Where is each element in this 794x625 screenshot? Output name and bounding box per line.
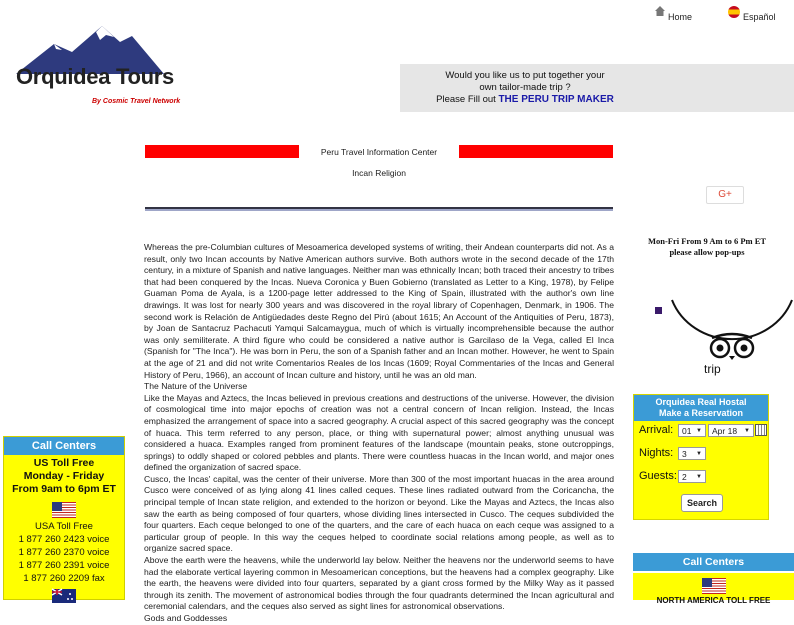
tripadvisor-word: trip [704, 362, 721, 376]
trip-maker-line1: Would you like us to put together your [445, 70, 605, 81]
call-centers-left [3, 436, 125, 600]
brand-name: Orquidea Tours [16, 64, 174, 89]
red-bar-left [145, 145, 299, 158]
office-hours [630, 236, 784, 258]
us-toll-free-heading: US Toll Free [33, 457, 95, 469]
nights-value: 3 [682, 448, 687, 459]
article-paragraph: Like the Mayas and Aztecs, the Incas believed in previous creations and destructions of the universe. However, the division of cosmological time into major epochs of creation was not a central concern of Incan religion. Instead, the Incas emphasized the arrangement of space into a sacred geography. A crucial aspect of this sacred geography was the concept of huaca. This term referred to any person, place, or thing with supernatural power; almost anything unusual was considered a huaca. Examples ranged from prominent features of the landscape (mountain peaks, stone outcroppings, springs) to oddly shaped or colored pebbles and plants. There were countless huacas in the Incan world, and major ones defined the organization of sacred space. [144, 392, 614, 473]
hours-line1: Mon-Fri From 9 Am to 6 Pm ET [647, 236, 767, 246]
call-centers-right [633, 573, 794, 605]
chevron-down-icon: ▼ [696, 473, 702, 480]
google-plus-button[interactable]: G+ [706, 186, 744, 204]
trip-maker-line2: own tailor-made trip ? [479, 82, 571, 93]
article-paragraph: Above the earth were the heavens, while the underworld lay below. Neither the heavens nor the underworld seems to have had the elaborate vertical layering common in Mesoamerican conceptions, but the heavens had a complex geography. Like the earth, the heavens were divided into four quarters, separated by a giant cross formed by the Milky Way as it passed through its zenith. The movement of astronomical bodies through the four quadrants determined the Incan agricultural and ceremonial calendars, and the ceques also served as sight lines for astronomical observations. [144, 555, 614, 612]
search-button[interactable]: Search [681, 494, 723, 512]
arrival-label: Arrival: [639, 424, 674, 436]
call-hours: From 9am to 6pm ET [12, 483, 116, 495]
arrival-month-select[interactable] [708, 424, 754, 437]
section-title: Peru Travel Information Center [320, 147, 438, 157]
call-centers-right-title: Call Centers [633, 553, 794, 571]
reservation-subtitle: Make a Reservation [658, 408, 744, 418]
chevron-down-icon: ▼ [696, 450, 702, 457]
nights-select[interactable] [678, 447, 706, 460]
red-bar-right [459, 145, 613, 158]
arrival-day-select[interactable] [678, 424, 706, 437]
fax-number[interactable]: 1 877 260 2209 fax [23, 573, 105, 584]
home-icon [654, 5, 666, 17]
arrival-month-value: Apr 18 [712, 425, 738, 436]
trip-maker-link[interactable]: THE PERU TRIP MAKER [498, 94, 614, 105]
spanish-label[interactable]: Español [743, 12, 776, 22]
us-flag-icon [52, 502, 76, 518]
page-title: Incan Religion [352, 168, 406, 178]
spain-flag-icon [728, 6, 740, 18]
brand-logo[interactable] [14, 22, 199, 112]
usa-toll-free-label: USA Toll Free [35, 521, 93, 532]
guests-value: 2 [682, 471, 687, 482]
article-heading: The Nature of the Universe [144, 381, 248, 392]
call-centers-title: Call Centers [4, 437, 124, 455]
chevron-down-icon: ▼ [744, 427, 750, 434]
divider [145, 207, 613, 211]
nights-label: Nights: [639, 447, 674, 459]
guests-label: Guests: [639, 470, 677, 482]
brand-tagline: By Cosmic Travel Network [92, 98, 181, 105]
trip-maker-prefix: Please Fill out [436, 94, 496, 105]
trip-maker-box [400, 64, 794, 112]
call-days: Monday - Friday [23, 470, 105, 482]
north-america-toll-free: NORTH AMERICA TOLL FREE [656, 596, 771, 605]
home-link[interactable] [654, 5, 666, 17]
article-body [144, 242, 614, 623]
bullet-square [655, 307, 662, 314]
guests-select[interactable] [678, 470, 706, 483]
spanish-link[interactable] [728, 6, 740, 18]
phone-number[interactable]: 1 877 260 2391 voice [18, 560, 110, 571]
trip-maker-line3 [400, 94, 650, 106]
article-heading: Gods and Goddesses [144, 613, 228, 623]
article-paragraph: Cusco, the Incas' capital, was the center of their universe. More than 300 of the most important huacas in the area around Cusco were conceived of as lying along 41 lines called ceques. These lines radiated outward from the Coricancha, the principal temple of Incan state religion, and extended to the horizon or beyond. Like the Mayas and Aztecs, the Incas also saw the earth as being composed of four quarters, whose dividing lines intersected in Cusco. The ceques subdivided the four quarters. Each ceque belonged to one of the quarters, and the care of each huaca on each ceque was assigned to a particular group of people. In this way the ceques helped to coordinate social relations among people, as well as to organize sacred space. [144, 473, 614, 554]
arrival-day-value: 01 [682, 425, 692, 436]
phone-number[interactable]: 1 877 260 2423 voice [18, 534, 110, 545]
tripadvisor-owl-icon [668, 300, 794, 362]
reservation-header [634, 395, 768, 421]
article-paragraph: Whereas the pre-Columbian cultures of Mesoamerica developed systems of writing, their Andean counterparts did not. As a result, only two Incan accounts by Native American authors survive. Both authors wrote in the second decade of the 17th century, in a mixture of Spanish and native languages. Neither man was ethnically Incan; both traced their ancestry to tribes that had been conquered by the Incas. Nueva Coronica y Buen Gobierno (translated as Letter to a King, 1978), by Felipe Guaman Poma de Ayala, is a 1200-page letter addressed to the King of Spain, illustrated with the author's own line drawings. It was lost for nearly 300 years and was discovered in the royal library of Copenhagen, Denmark, in 1906. The second work is Relación de Antigüedades deste Regno del Pirú (about 1615; An Account of the Antiquities of Peru, 1873), by Joan de Santacruz Pachacuti Yamqui Salcamaygua, much of which is virtually incomprehensible because the author was only semiliterate. A third figure who could be considered a native author is Garcilaso de la Vega, called El Inca (Spanish for "The Inca"). He was born in Peru, the son of a Spanish father and an Incan mother. However, he went to Spain at the age of 21 and did not write Comentarios Reales de los Incas (1609; Royal Commentaries of the Incas and General History of Peru, 1966), an account of Incan culture and history, until he was an old man. [144, 242, 614, 380]
australia-flag-icon [52, 589, 76, 603]
tripadvisor-badge[interactable] [668, 300, 794, 380]
hours-line2: please allow pop-ups [669, 247, 745, 257]
chevron-down-icon: ▼ [696, 427, 702, 434]
calendar-icon[interactable] [755, 424, 767, 436]
reservation-widget [633, 394, 769, 520]
us-flag-icon [702, 578, 726, 594]
hostal-name: Orquidea Real Hostal [655, 397, 747, 407]
home-label[interactable]: Home [668, 12, 693, 22]
phone-number[interactable]: 1 877 260 2370 voice [18, 547, 110, 558]
